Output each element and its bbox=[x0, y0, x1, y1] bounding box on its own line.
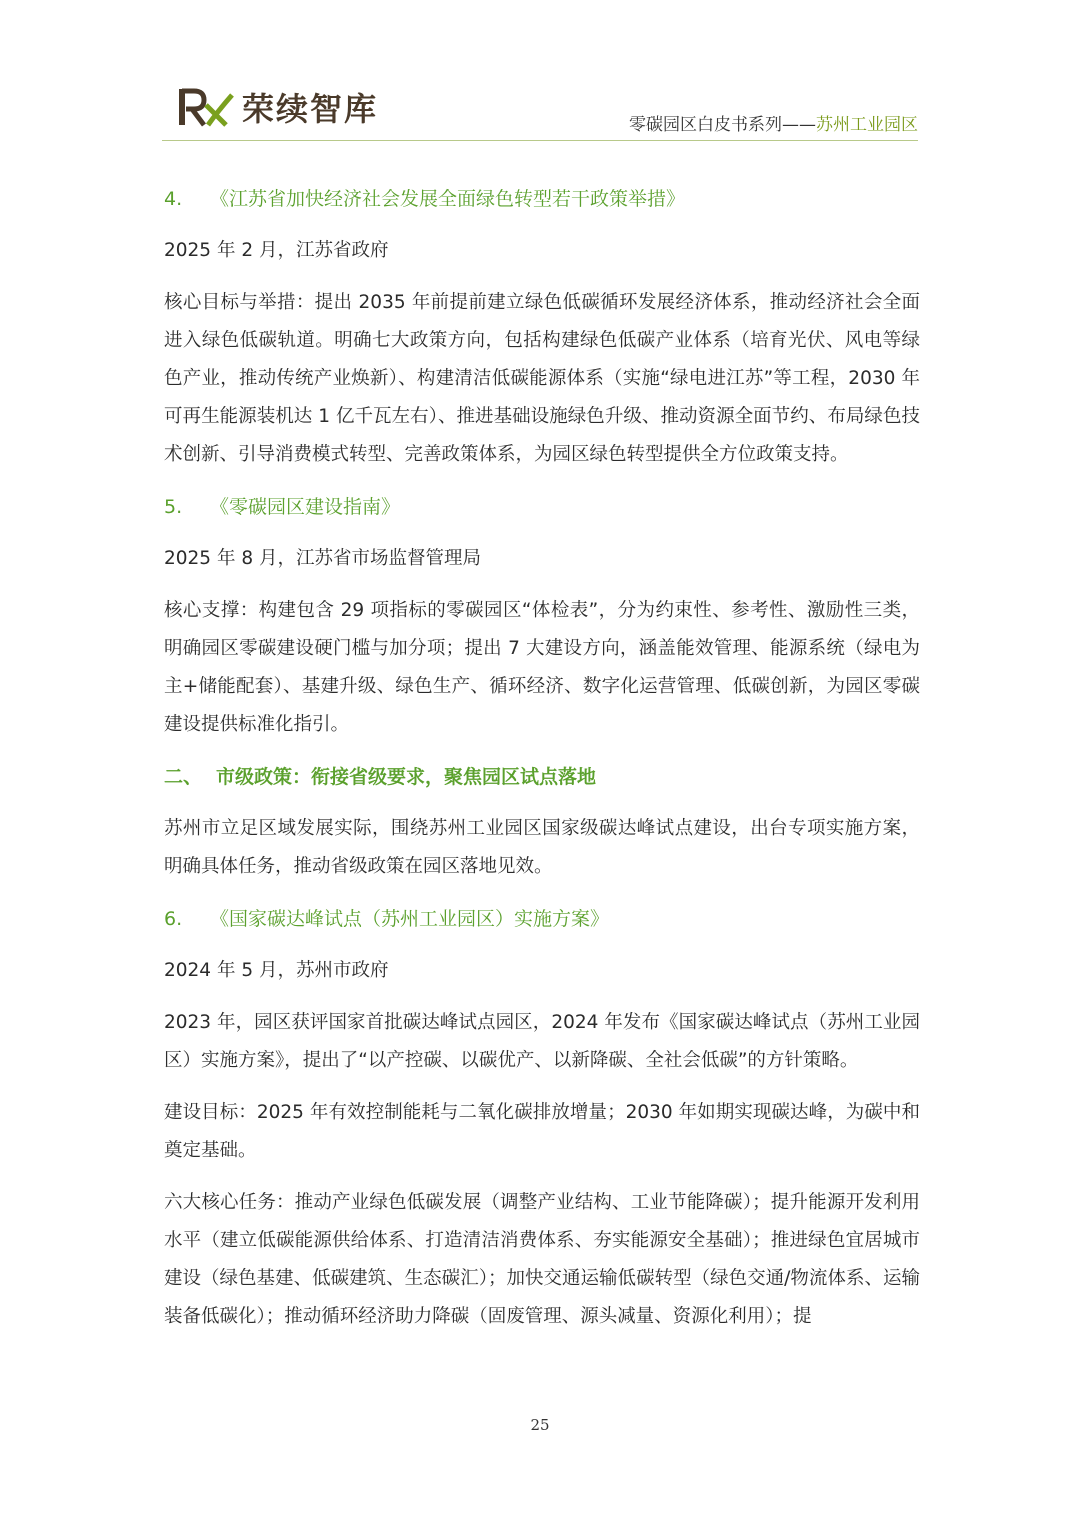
section-meta: 2025 年 8 月，江苏省市场监督管理局 bbox=[164, 548, 481, 569]
paragraph: 2023 年，园区获评国家首批碳达峰试点园区，2024 年发布《国家碳达峰试点（苏州工业园区）实施方案》，提出了“以产控碳、以碳优产、以新降碳、全社会低碳”的方针策略。 bbox=[164, 1012, 920, 1071]
section-number: 6. bbox=[164, 908, 183, 930]
section-number: 4. bbox=[164, 188, 183, 210]
series-prefix: 零碳园区白皮书系列—— bbox=[629, 115, 816, 135]
brand-logo bbox=[178, 84, 378, 130]
brand-name: 荣续智库 bbox=[242, 90, 379, 128]
page-content bbox=[164, 180, 920, 1350]
paragraph: 苏州市立足区域发展实际，围绕苏州工业园区国家级碳达峰试点建设，出台专项实施方案，明确具体任务，推动省级政策在园区落地见效。 bbox=[164, 818, 920, 877]
section-heading-4 bbox=[164, 180, 920, 218]
section-title: 《江苏省加快经济社会发展全面绿色转型若干政策举措》 bbox=[210, 188, 686, 210]
section-number: 5. bbox=[164, 496, 183, 518]
section-title: 《零碳园区建设指南》 bbox=[210, 496, 401, 518]
section-heading-6 bbox=[164, 900, 920, 938]
section-title: 《国家碳达峰试点（苏州工业园区）实施方案》 bbox=[210, 908, 610, 930]
paragraph: 建设目标：2025 年有效控制能耗与二氧化碳排放增量；2030 年如期实现碳达峰，为碳中和奠定基础。 bbox=[164, 1102, 920, 1161]
rx-logo-icon bbox=[178, 85, 236, 129]
part-title: 市级政策：衔接省级要求，聚焦园区试点落地 bbox=[216, 766, 597, 788]
paragraph: 核心支撑：构建包含 29 项指标的零碳园区“体检表”，分为约束性、参考性、激励性三类，明确园区零碳建设硬门槛与加分项；提出 7 大建设方向，涵盖能效管理、能源系统（绿电为主+储能配套）、基建升级、绿色生产、循环经济、数字化运营管理、低碳创新，为园区零碳建设提供标准化指引。 bbox=[164, 600, 920, 735]
paragraph: 六大核心任务：推动产业绿色低碳发展（调整产业结构、工业节能降碳）；提升能源开发利用水平（建立低碳能源供给体系、打造清洁消费体系、夯实能源安全基础）；推进绿色宜居城市建设（绿色基建、低碳建筑、生态碳汇）；加快交通运输低碳转型（绿色交通/物流体系、运输装备低碳化）；推动循环经济助力降碳（固废管理、源头减量、资源化利用）；提 bbox=[164, 1192, 920, 1327]
part-heading-2 bbox=[164, 758, 920, 796]
series-title bbox=[629, 110, 918, 135]
section-meta: 2025 年 2 月，江苏省政府 bbox=[164, 240, 389, 261]
section-meta: 2024 年 5 月，苏州市政府 bbox=[164, 960, 389, 981]
section-heading-5 bbox=[164, 488, 920, 526]
page-number: 25 bbox=[530, 1416, 550, 1434]
paragraph: 核心目标与举措：提出 2035 年前提前建立绿色低碳循环发展经济体系，推动经济社会全面进入绿色低碳轨道。明确七大政策方向，包括构建绿色低碳产业体系（培育光伏、风电等绿色产业，推动传统产业焕新）、构建清洁低碳能源体系（实施“绿电进江苏”等工程，2030 年可再生能源装机达 1 亿千瓦左右）、推进基础设施绿色升级、推动资源全面节约、布局绿色技术创新、引导消费模式转型、完善政策体系，为园区绿色转型提供全方位政策支持。 bbox=[164, 292, 920, 465]
header-divider bbox=[162, 140, 918, 141]
series-accent: 苏州工业园区 bbox=[816, 115, 918, 135]
part-number: 二、 bbox=[164, 766, 203, 788]
